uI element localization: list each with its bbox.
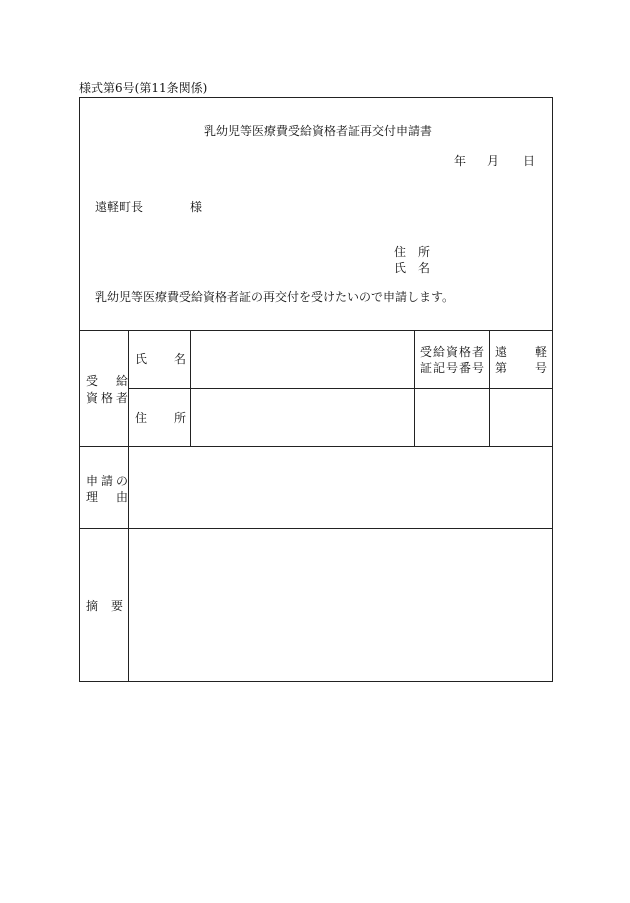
reason-label-line2: 理 由 [86, 490, 132, 504]
reason-label-line1: 申請の [86, 474, 132, 488]
recipient-address-field[interactable] [191, 389, 413, 445]
recipient-address-label-1: 住 [135, 411, 148, 425]
date-year: 年 [454, 154, 467, 168]
cert-label-line2: 証記号番号 [420, 361, 486, 375]
cert-prefix-4: 号 [535, 361, 548, 375]
form-title: 乳幼児等医療費受給資格者証再交付申請書 [204, 124, 433, 138]
cert-label-line1: 受給資格者 [420, 345, 486, 359]
cert-prefix-3: 第 [495, 361, 508, 375]
recipient-label-line1: 受 給 [86, 374, 132, 388]
cert-prefix-1: 遠 [495, 345, 508, 359]
reason-field[interactable] [129, 447, 552, 527]
date-day: 日 [523, 154, 536, 168]
applicant-name-label: 氏 名 [394, 261, 431, 275]
date-month: 月 [487, 154, 500, 168]
summary-label-2: 要 [111, 599, 124, 613]
addressee-name: 遠軽町長 [95, 200, 144, 214]
form-number: 様式第6号(第11条関係) [79, 81, 208, 95]
cert-prefix-2: 軽 [535, 345, 548, 359]
recipient-name-label-2: 名 [174, 352, 187, 366]
applicant-address-label: 住 所 [394, 245, 431, 259]
recipient-name-field[interactable] [191, 331, 413, 387]
recipient-label-line2: 資格者 [86, 391, 132, 405]
cert-number-field[interactable] [490, 389, 552, 445]
application-statement: 乳幼児等医療費受給資格者証の再交付を受けたいので申請します。 [95, 290, 455, 304]
cert-symbol-field[interactable] [415, 389, 488, 445]
summary-field[interactable] [129, 529, 552, 681]
summary-label-1: 摘 [86, 599, 99, 613]
recipient-name-label-1: 氏 [135, 352, 148, 366]
recipient-address-label-2: 所 [174, 411, 187, 425]
addressee-honorific: 様 [190, 200, 203, 214]
